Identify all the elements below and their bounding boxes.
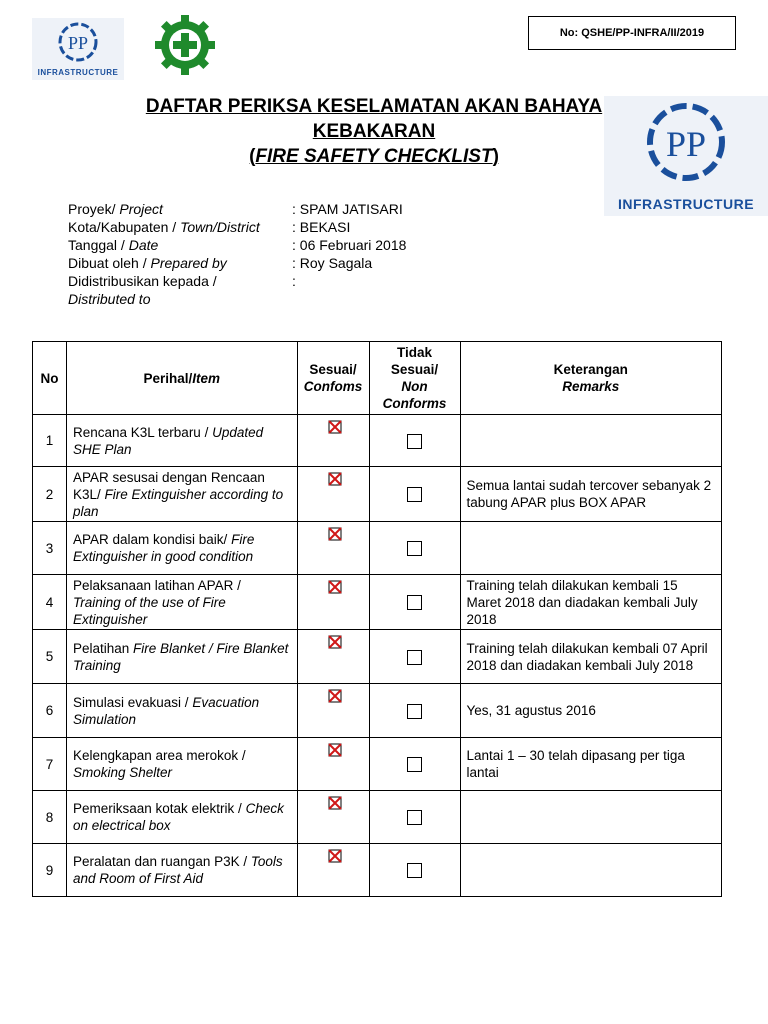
row-remarks: Semua lantai sudah tercover sebanyak 2 tabung APAR plus BOX APAR xyxy=(460,467,722,522)
checked-checkbox-icon[interactable] xyxy=(328,743,342,757)
row-remarks: Training telah dilakukan kembali 15 Maret 2018 dan diadakan kembali July 2018 xyxy=(460,575,722,630)
conforms-cell xyxy=(297,844,369,897)
info-row-prepared-by: Dibuat oleh / Prepared by : Roy Sagala xyxy=(68,255,373,271)
col-header-non-conforms: Tidak Sesuai/ Non Conforms xyxy=(369,342,460,415)
non-conforms-cell xyxy=(369,467,460,522)
info-row-distributed-to: Didistribusikan kepada / Distributed to : xyxy=(68,273,296,307)
table-row xyxy=(33,791,722,844)
row-item: Pemeriksaan kotak elektrik / Check on electrical box xyxy=(66,791,297,844)
non-conforms-cell xyxy=(369,844,460,897)
checked-checkbox-icon[interactable] xyxy=(328,420,342,434)
row-number: 6 xyxy=(33,684,67,738)
table-row xyxy=(33,522,722,575)
conforms-cell xyxy=(297,522,369,575)
fire-safety-checklist-table xyxy=(32,341,722,897)
row-item: APAR dalam kondisi baik/ Fire Extinguisher in good condition xyxy=(66,522,297,575)
empty-checkbox-icon[interactable] xyxy=(407,487,422,502)
row-remarks xyxy=(460,791,722,844)
col-header-conforms: Sesuai/ Confoms xyxy=(297,342,369,415)
checked-checkbox-icon[interactable] xyxy=(328,689,342,703)
checked-checkbox-icon[interactable] xyxy=(328,472,342,486)
conforms-cell xyxy=(297,630,369,684)
conforms-cell xyxy=(297,791,369,844)
conforms-cell xyxy=(297,738,369,791)
info-row-project: Proyek/ Project : SPAM JATISARI xyxy=(68,201,403,217)
empty-checkbox-icon[interactable] xyxy=(407,863,422,878)
logo-word: INFRASTRUCTURE xyxy=(37,68,119,77)
conforms-cell xyxy=(297,467,369,522)
pp-infrastructure-logo-small xyxy=(32,18,124,80)
empty-checkbox-icon[interactable] xyxy=(407,757,422,772)
page-title: DAFTAR PERIKSA KESELAMATAN AKAN BAHAYA KEBAKARAN (FIRE SAFETY CHECKLIST) xyxy=(60,94,688,169)
col-header-remarks: Keterangan Remarks xyxy=(460,342,722,415)
non-conforms-cell xyxy=(369,522,460,575)
checked-checkbox-icon[interactable] xyxy=(328,527,342,541)
row-item: Pelaksanaan latihan APAR / Training of the use of Fire Extinguisher xyxy=(66,575,297,630)
conforms-cell xyxy=(297,684,369,738)
k3-safety-logo xyxy=(150,10,220,80)
table-row xyxy=(33,415,722,467)
svg-text:PP: PP xyxy=(665,124,707,164)
row-item: Peralatan dan ruangan P3K / Tools and Room of First Aid xyxy=(66,844,297,897)
non-conforms-cell xyxy=(369,630,460,684)
empty-checkbox-icon[interactable] xyxy=(407,541,422,556)
title-line-2: KEBAKARAN xyxy=(312,121,436,142)
logo-word: INFRASTRUCTURE xyxy=(617,196,755,212)
checked-checkbox-icon[interactable] xyxy=(328,849,342,863)
row-number: 4 xyxy=(33,575,67,630)
row-remarks: Lantai 1 – 30 telah dipasang per tiga lantai xyxy=(460,738,722,791)
non-conforms-cell xyxy=(369,415,460,467)
row-remarks xyxy=(460,415,722,467)
row-item: APAR sesusai dengan Rencaan K3L/ Fire Extinguisher according to plan xyxy=(66,467,297,522)
row-item: Rencana K3L terbaru / Updated SHE Plan xyxy=(66,415,297,467)
row-remarks: Yes, 31 agustus 2016 xyxy=(460,684,722,738)
svg-text:PP: PP xyxy=(67,33,89,53)
info-row-date: Tanggal / Date : 06 Februari 2018 xyxy=(68,237,407,253)
info-row-district: Kota/Kabupaten / Town/District : BEKASI xyxy=(68,219,351,235)
empty-checkbox-icon[interactable] xyxy=(407,434,422,449)
empty-checkbox-icon[interactable] xyxy=(407,704,422,719)
row-number: 9 xyxy=(33,844,67,897)
row-number: 3 xyxy=(33,522,67,575)
table-row xyxy=(33,575,722,630)
checked-checkbox-icon[interactable] xyxy=(328,580,342,594)
table-row xyxy=(33,467,722,522)
title-line-3: FIRE SAFETY CHECKLIST xyxy=(255,146,493,167)
empty-checkbox-icon[interactable] xyxy=(407,595,422,610)
table-row xyxy=(33,844,722,897)
non-conforms-cell xyxy=(369,575,460,630)
project-info xyxy=(68,200,406,308)
row-item: Pelatihan Fire Blanket / Fire Blanket Training xyxy=(66,630,297,684)
conforms-cell xyxy=(297,575,369,630)
row-number: 5 xyxy=(33,630,67,684)
row-item: Simulasi evakuasi / Evacuation Simulation xyxy=(66,684,297,738)
row-number: 7 xyxy=(33,738,67,791)
empty-checkbox-icon[interactable] xyxy=(407,650,422,665)
col-header-no: No xyxy=(33,342,67,415)
table-row xyxy=(33,630,722,684)
non-conforms-cell xyxy=(369,791,460,844)
row-number: 8 xyxy=(33,791,67,844)
row-remarks xyxy=(460,844,722,897)
checked-checkbox-icon[interactable] xyxy=(328,796,342,810)
non-conforms-cell xyxy=(369,738,460,791)
row-remarks: Training telah dilakukan kembali 07 April 2018 dan diadakan kembali July 2018 xyxy=(460,630,722,684)
table-row xyxy=(33,738,722,791)
title-line-1: DAFTAR PERIKSA KESELAMATAN AKAN BAHAYA xyxy=(145,96,603,117)
row-number: 2 xyxy=(33,467,67,522)
conforms-cell xyxy=(297,415,369,467)
row-item: Kelengkapan area merokok / Smoking Shelter xyxy=(66,738,297,791)
non-conforms-cell xyxy=(369,684,460,738)
table-row xyxy=(33,684,722,738)
row-remarks xyxy=(460,522,722,575)
table-header-row xyxy=(33,342,722,415)
empty-checkbox-icon[interactable] xyxy=(407,810,422,825)
col-header-item: Perihal/Item xyxy=(66,342,297,415)
checked-checkbox-icon[interactable] xyxy=(328,635,342,649)
row-number: 1 xyxy=(33,415,67,467)
safety-gear-cross-icon xyxy=(150,10,220,80)
document-number: No: QSHE/PP-INFRA/II/2019 xyxy=(528,16,736,50)
